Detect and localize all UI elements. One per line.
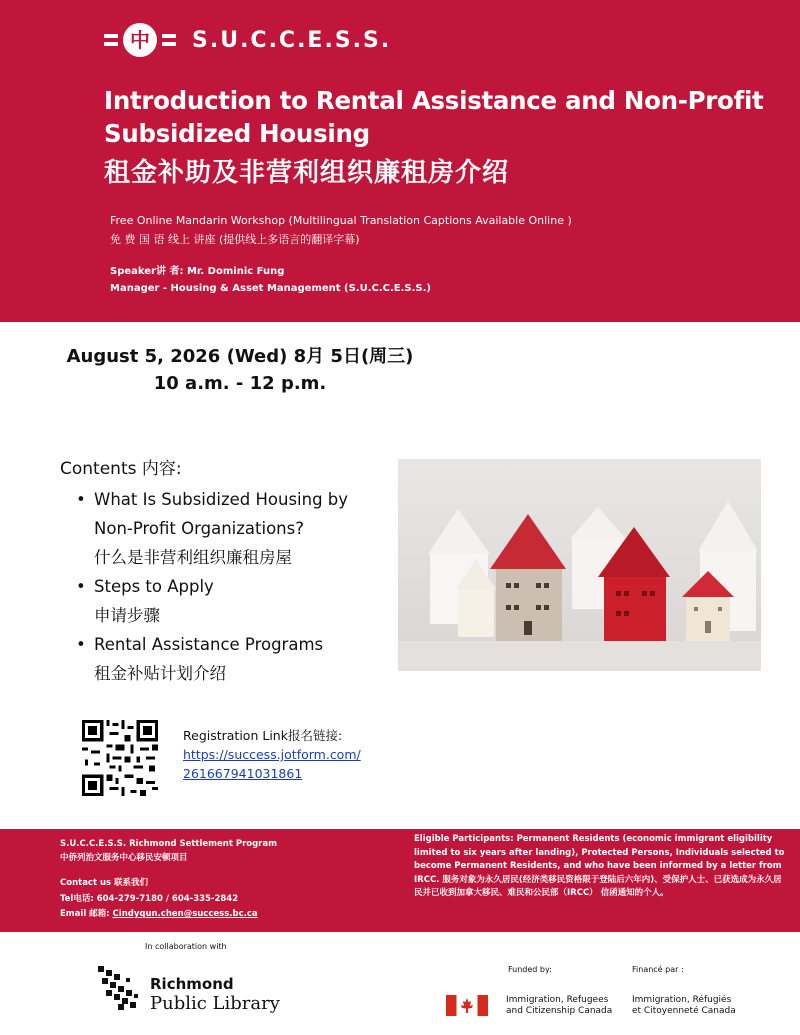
ircc-fr-line1: Immigration, Réfugiés [632, 995, 732, 1005]
contact-heading: Contact us 联系我们 [60, 878, 149, 888]
funded-by-en: Funded by: [508, 965, 552, 974]
list-item-line: Steps to Apply [94, 577, 214, 596]
collab-label: In collaboration with [145, 942, 227, 951]
program-name-zh: 中侨列治文服务中心移民安顿项目 [60, 853, 188, 863]
ircc-en [506, 995, 612, 1017]
success-logo [104, 20, 404, 60]
speaker-title: Manager - Housing & Asset Management (S.U.C.C.E.S.S.) [110, 283, 431, 294]
success-logo-icon [104, 22, 176, 58]
list-item-line: Non-Profit Organizations? [94, 519, 304, 538]
workshop-note-en: Free Online Mandarin Workshop (Multilingual Translation Captions Available Online ) [110, 214, 572, 227]
header-band [0, 0, 800, 322]
canada-flag-icon [446, 995, 488, 1016]
list-item-line: 什么是非营利组织廉租房屋 [94, 548, 292, 567]
richmond-library-logo [96, 964, 142, 1014]
svg-text:中: 中 [130, 28, 150, 52]
list-item-line: 租金补贴计划介绍 [94, 664, 226, 683]
eligibility-note: Eligible Participants: Permanent Residents (economic immigrant eligibility limited to six years after landing), Protected Persons, Individuals selected to become Permanent Residents, and who have been informed by a letter from IRCC. 服务对象为永久居民(经济类移民资格限于登陆后六年内)、受保护人士、已获选成为永久居民并已收到加拿大移民、难民和公民部（IRCC） 信函通知的个人。 [414, 834, 785, 898]
qr-code[interactable] [82, 720, 158, 796]
event-time: 10 a.m. - 12 p.m. [153, 373, 327, 394]
ircc-en-line1: Immigration, Refugees [506, 995, 609, 1005]
houses-photo [398, 459, 761, 671]
contact-email [60, 908, 258, 921]
bullet: • [76, 577, 86, 596]
registration-label: Registration Link报名链接: [183, 728, 343, 743]
footer-band [0, 829, 800, 932]
title-chinese: 租金补助及非营利组织廉租房介绍 [104, 158, 510, 188]
list-item-line: 申请步骤 [94, 606, 160, 625]
title-english: Introduction to Rental Assistance and Non-Profit Subsidized Housing [104, 86, 764, 148]
ircc-en-line2: and Citizenship Canada [506, 1006, 613, 1016]
list-item [76, 630, 396, 688]
registration-link[interactable]: https://success.jotform.com/ [183, 747, 361, 762]
contents-list [76, 485, 396, 688]
workshop-note-zh: 免 费 国 语 线上 讲座 (提供线上多语言的翻译字幕) [110, 233, 360, 246]
email-label: Email 邮箱: [60, 909, 113, 919]
speaker: Speaker讲 者: Mr. Dominic Fung [110, 266, 285, 277]
event-date: August 5, 2026 (Wed) 8月 5日(周三) [66, 346, 414, 367]
funded-by-fr: Financé par : [632, 965, 684, 974]
contact-tel: Tel电话: 604-279-7180 / 604-335-2842 [60, 894, 239, 904]
org-name: S.U.C.C.E.S.S. [192, 27, 392, 53]
library-name-line2: Public Library [150, 993, 280, 1014]
bullet: • [76, 635, 86, 654]
ircc-fr-line2: et Citoyenneté Canada [632, 1006, 736, 1016]
contents-heading: Contents 内容: [60, 459, 182, 479]
email-link[interactable]: Cindyqun.chen@success.bc.ca [112, 909, 258, 919]
ircc-fr [632, 995, 736, 1017]
list-item-line: Rental Assistance Programs [94, 635, 324, 654]
list-item-line: What Is Subsidized Housing by [94, 490, 349, 509]
bullet: • [76, 490, 86, 509]
list-item [76, 485, 396, 572]
library-name-line1: Richmond [150, 975, 234, 993]
program-name: S.U.C.C.E.S.S. Richmond Settlement Program [60, 839, 277, 849]
registration-link-id[interactable]: 261667941031861 [183, 766, 303, 781]
list-item [76, 572, 396, 630]
